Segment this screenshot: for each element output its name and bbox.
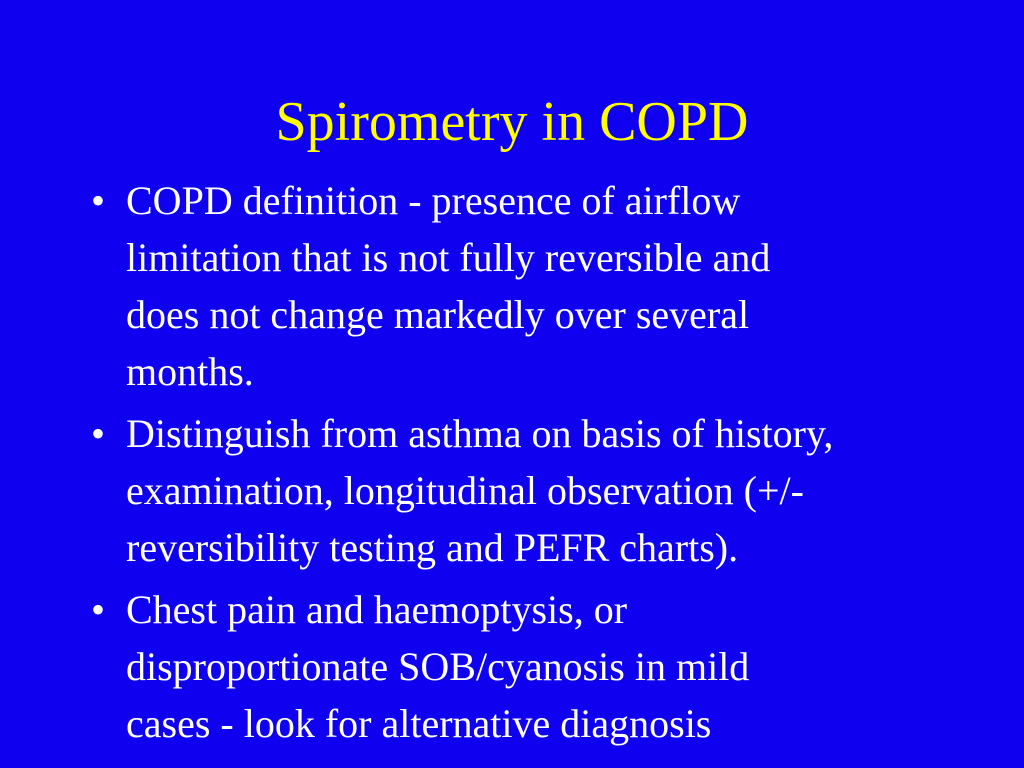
bullet-list [0, 172, 1024, 757]
bullet-marker: • [91, 411, 106, 456]
bullet-text [126, 172, 946, 400]
bullet-text-line: does not change markedly over several [126, 292, 750, 337]
bullet-text-line: cases - look for alternative diagnosis [126, 701, 712, 746]
bullet-text [126, 581, 946, 752]
bullet-text-line: reversibility testing and PEFR charts). [126, 525, 739, 570]
bullet-text-line: limitation that is not fully reversible and [126, 235, 771, 280]
bullet-text [126, 405, 946, 576]
bullet-marker: • [91, 587, 106, 632]
slide-title: Spirometry in COPD [275, 91, 749, 153]
bullet-item-copd-definition [0, 172, 1024, 400]
bullet-text-line: COPD definition - presence of airflow [126, 178, 741, 223]
bullet-text-line: Distinguish from asthma on basis of history, [126, 411, 834, 456]
bullet-text-line: months. [126, 349, 254, 394]
bullet-marker: • [91, 178, 106, 223]
bullet-item-alternative-diagnosis [0, 581, 1024, 752]
bullet-text-line: Chest pain and haemoptysis, or [126, 587, 628, 632]
bullet-text-line: examination, longitudinal observation (+/- [126, 468, 804, 513]
bullet-text-line: disproportionate SOB/cyanosis in mild [126, 644, 750, 689]
bullet-item-distinguish-asthma [0, 405, 1024, 576]
